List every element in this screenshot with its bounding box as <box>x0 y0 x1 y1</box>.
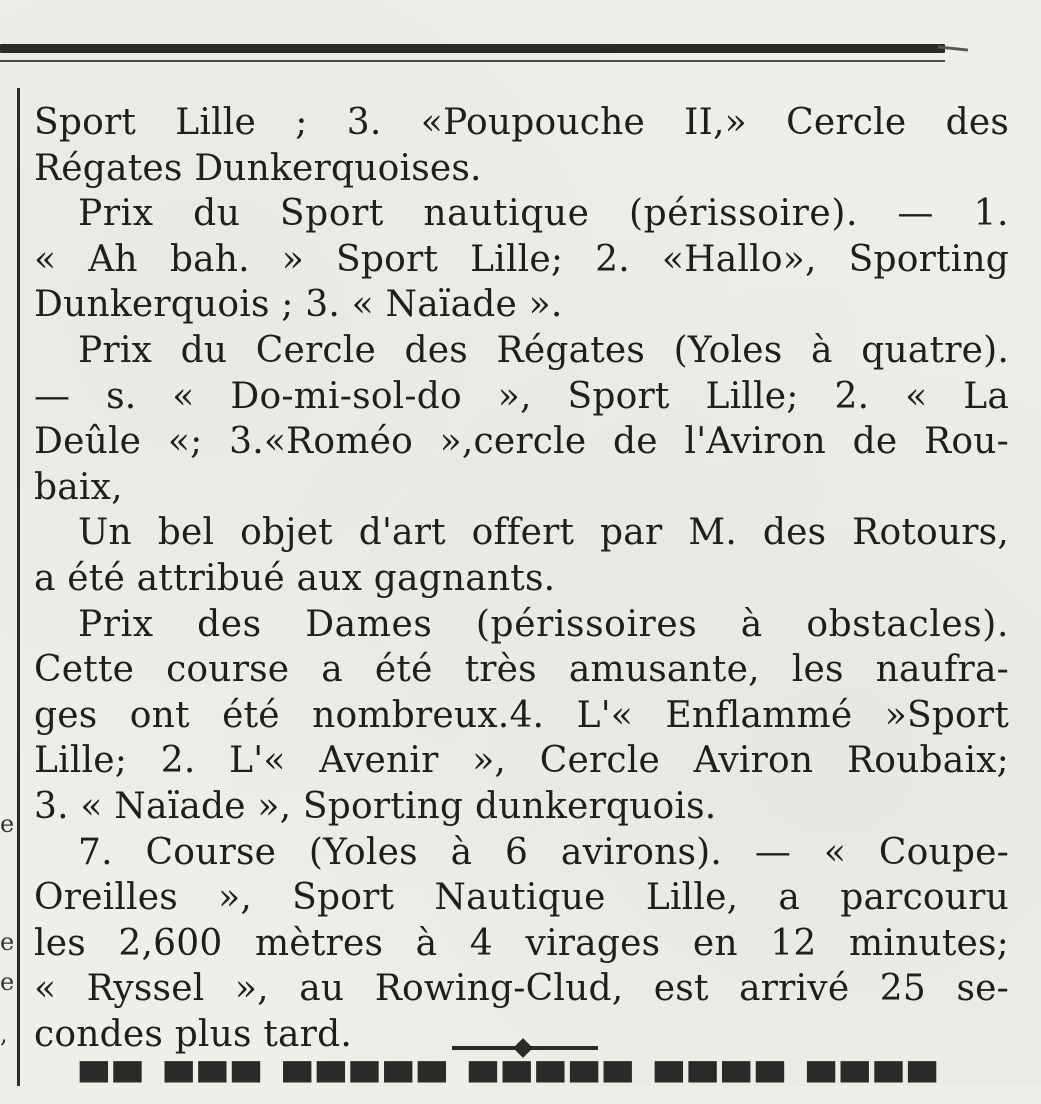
article-line: 3. « Naïade », Sporting dunkerquois. <box>34 785 717 827</box>
column-separator-rule <box>17 88 20 1086</box>
article-line: « Ah bah. » Sport Lille; 2. «Hallo», Sporting <box>34 238 1009 280</box>
article-column <box>34 100 1009 1057</box>
cut-off-next-line: ▀▀ ▀▀▀ ▀▀▀▀▀ ▀▀▀▀▀ ▀▀▀▀ ▀▀▀▀ <box>80 1063 942 1104</box>
article-line: les 2,600 mètres à 4 virages en 12 minutes; <box>34 922 1009 964</box>
article-line: ges ont été nombreux.4. L'« Enflammé »Sport <box>34 694 1009 736</box>
article-line: Sport Lille ; 3. «Poupouche II,» Cercle des <box>34 102 1009 143</box>
article-line: condes plus tard. <box>34 1013 352 1055</box>
article-line: Cette course a été très amusante, les naufra- <box>34 649 1009 691</box>
article-line: Prix du Sport nautique (périssoire). — 1. <box>78 193 1009 235</box>
article-line: Prix des Dames (périssoires à obstacles). <box>78 603 1009 645</box>
adjacent-column-fragment: e <box>0 810 15 838</box>
article-line: — s. « Do-mi-sol-do », Sport Lille; 2. « La <box>34 375 1009 417</box>
adjacent-column-fragment: e <box>0 968 15 996</box>
top-column-rule <box>0 44 945 53</box>
article-line: Lille; 2. L'« Avenir », Cercle Aviron Roubaix; <box>34 740 1009 782</box>
article-line: a été attribué aux gagnants. <box>34 557 556 599</box>
top-column-rule-thin <box>0 60 945 62</box>
article-line: « Ryssel », au Rowing-Clud, est arrivé 25 se- <box>34 968 1009 1010</box>
article-line: 7. Course (Yoles à 6 avirons). — « Coupe- <box>78 831 1009 873</box>
article-line: Deûle «; 3.«Roméo »,cercle de l'Aviron de Rou- <box>34 421 1009 463</box>
article-line: Régates Dunkerquoises. <box>34 147 482 189</box>
article-line: Prix du Cercle des Régates (Yoles à quatre). <box>78 329 1009 371</box>
article-line: Dunkerquois ; 3. « Naïade ». <box>34 284 563 326</box>
article-line: Un bel objet d'art offert par M. des Rotours, <box>78 512 1009 554</box>
adjacent-column-fragment: e <box>0 928 15 956</box>
article-line: baix, <box>34 466 123 508</box>
article-line: Oreilles », Sport Nautique Lille, a parcouru <box>34 877 1009 919</box>
adjacent-column-fragment: , <box>0 1020 8 1048</box>
